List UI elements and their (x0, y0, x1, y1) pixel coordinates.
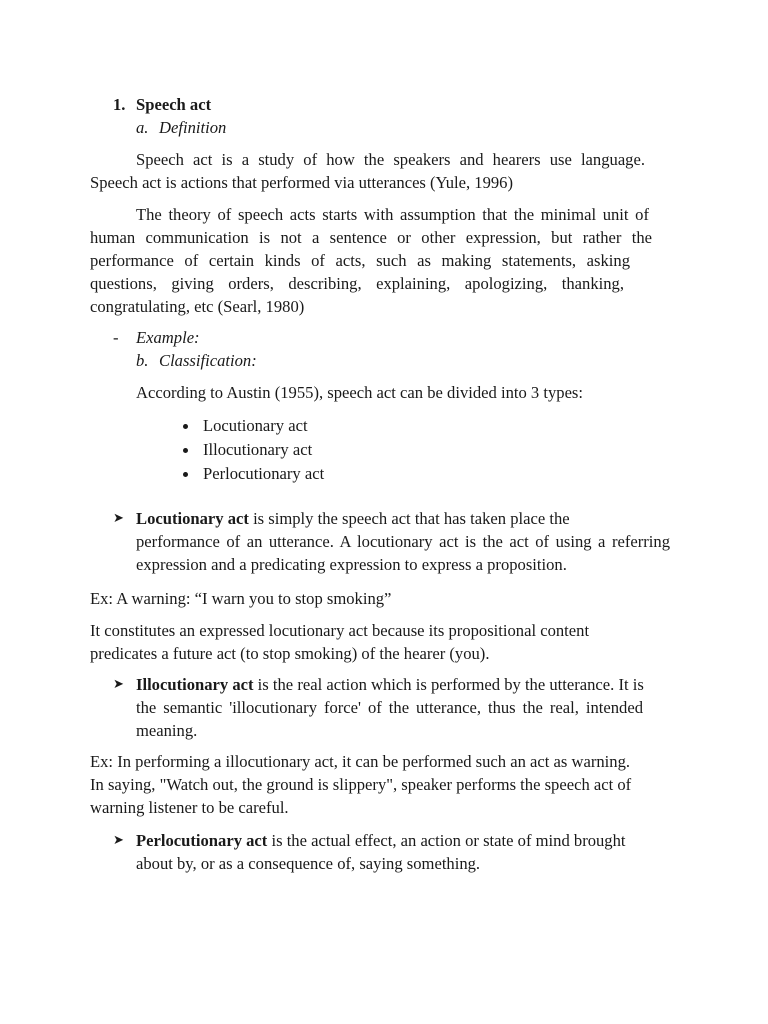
locutionary-explain-line-2: predicates a future act (to stop smoking) of the hearer (you). (90, 644, 490, 663)
locutionary-example: Ex: A warning: “I warn you to stop smoking” (90, 589, 392, 608)
bullet-dot-icon (183, 448, 188, 453)
arrow-bullet-icon: ➤ (113, 833, 124, 848)
illocutionary-term: Illocutionary act (136, 675, 254, 694)
definition-line-1: Speech act is a study of how the speakers and hearers use language. (136, 150, 645, 169)
bullet-dot-icon (183, 424, 188, 429)
list-item-label: Locutionary act (203, 416, 308, 435)
theory-line-5: congratulating, etc (Searl, 1980) (90, 297, 305, 316)
illocutionary-line-1 (136, 673, 644, 696)
locutionary-explain-line-1: It constitutes an expressed locutionary act because its propositional content (90, 621, 590, 640)
theory-line-4: questions, giving orders, describing, explaining, apologizing, thanking, (90, 274, 624, 293)
locutionary-line-1-rest: is simply the speech act that has taken place the (248, 509, 570, 528)
theory-line-3: performance of certain kinds of acts, such as making statements, asking (90, 251, 630, 270)
locutionary-line-1 (136, 507, 570, 530)
subsection-a-marker: a. (136, 118, 149, 137)
locutionary-term: Locutionary act (136, 509, 249, 528)
theory-line-1: The theory of speech acts starts with assumption that the minimal unit of (136, 205, 649, 224)
example-label: Example: (136, 328, 200, 347)
definition-line-2: Speech act is actions that performed via utterances (Yule, 1996) (90, 173, 513, 192)
section-title: Speech act (136, 95, 212, 114)
illocutionary-example-line-2: In saying, "Watch out, the ground is slippery", speaker performs the speech act of (90, 775, 632, 794)
locutionary-line-3: expression and a predicating expression to express a proposition. (136, 555, 567, 574)
illocutionary-line-2: the semantic 'illocutionary force' of the utterance, thus the real, intended (136, 698, 643, 717)
locutionary-line-2: performance of an utterance. A locutionary act is the act of using a referring (136, 532, 670, 551)
example-dash: - (113, 328, 119, 347)
subsection-a-title: Definition (159, 118, 227, 137)
list-item-label: Illocutionary act (203, 440, 313, 459)
arrow-bullet-icon: ➤ (113, 511, 124, 526)
illocutionary-line-1-rest: is the real action which is performed by the utterance. It is (253, 675, 644, 694)
illocutionary-example-line-3: warning listener to be careful. (90, 798, 289, 817)
illocutionary-line-3: meaning. (136, 721, 198, 740)
perlocutionary-line-1-rest: is the actual effect, an action or state of mind brought (267, 831, 626, 850)
perlocutionary-line-1 (136, 829, 626, 852)
subsection-b-marker: b. (136, 351, 149, 370)
subsection-b-title: Classification: (159, 351, 257, 370)
section-number: 1. (113, 95, 126, 114)
classification-intro: According to Austin (1955), speech act can be divided into 3 types: (136, 383, 584, 402)
perlocutionary-term: Perlocutionary act (136, 831, 268, 850)
arrow-bullet-icon: ➤ (113, 677, 124, 692)
perlocutionary-line-2: about by, or as a consequence of, saying something. (136, 854, 481, 873)
list-item-label: Perlocutionary act (203, 464, 325, 483)
illocutionary-example-line-1: Ex: In performing a illocutionary act, it can be performed such an act as warning. (90, 752, 631, 771)
theory-line-2: human communication is not a sentence or other expression, but rather the (90, 228, 652, 247)
bullet-dot-icon (183, 472, 188, 477)
